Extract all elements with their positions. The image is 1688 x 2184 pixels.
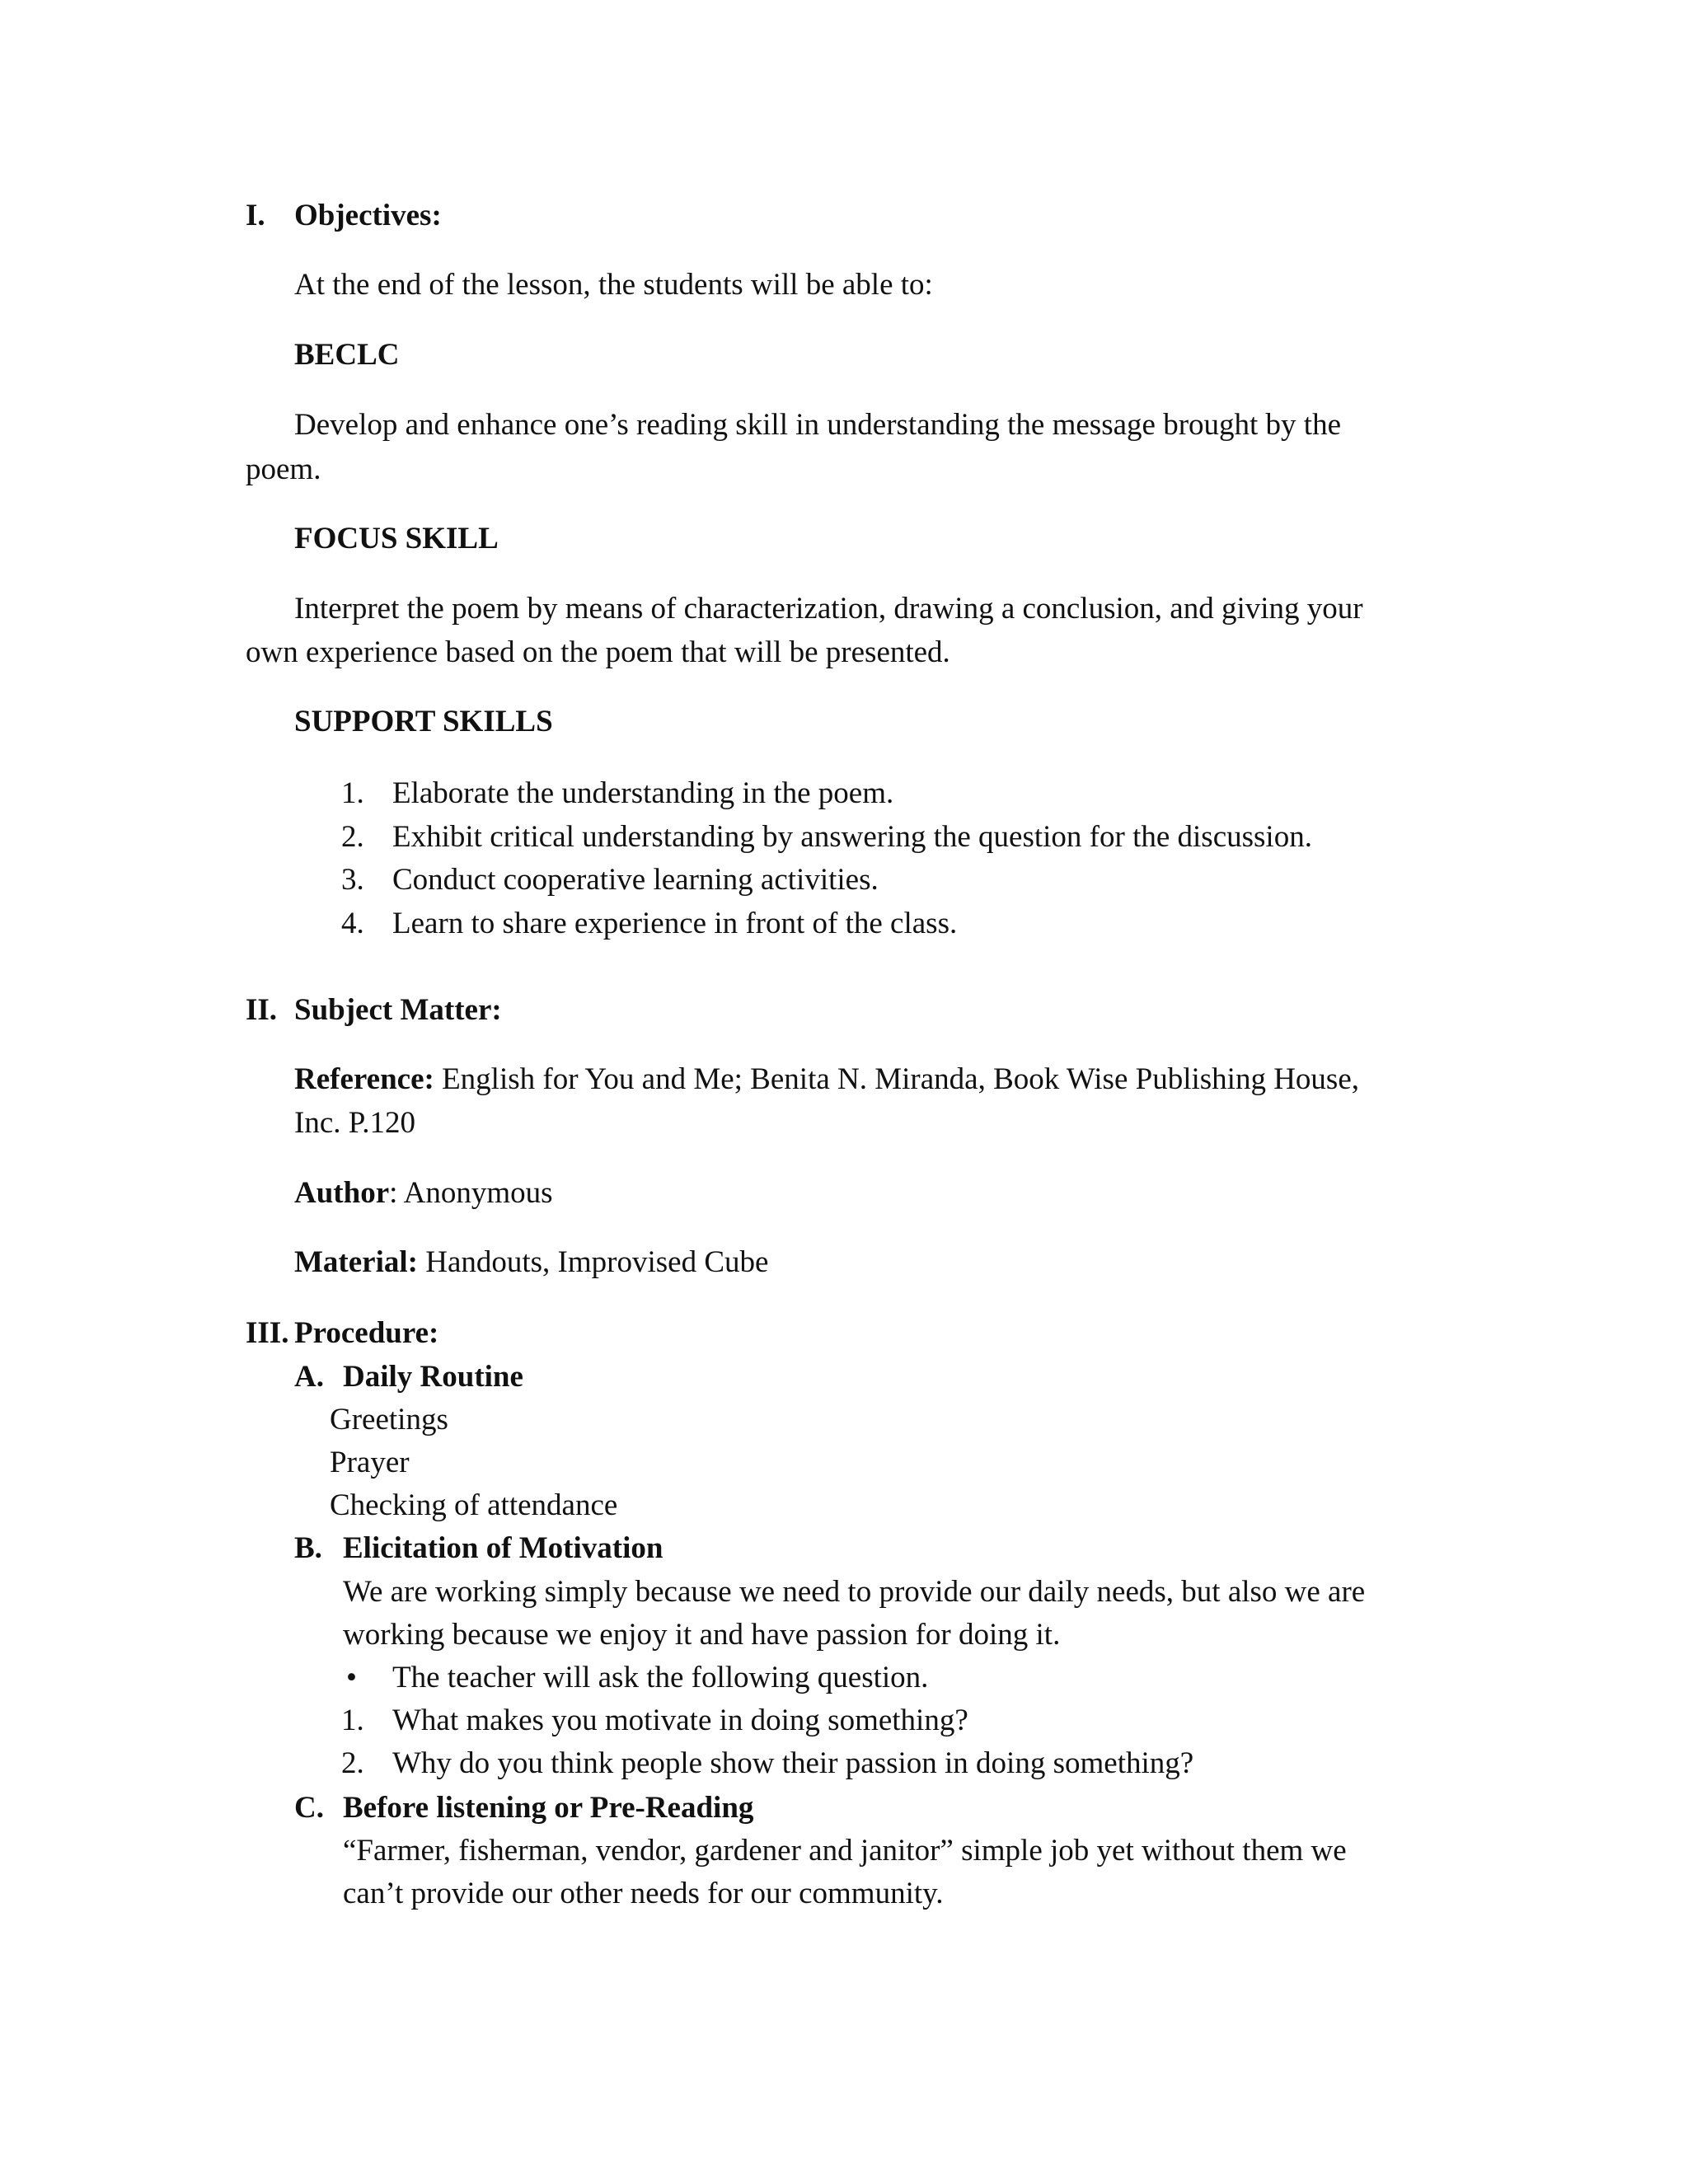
daily-routine-item: Prayer: [330, 1446, 410, 1479]
reference-value: English for You and Me; Benita N. Miranda, Book Wise Publishing House,: [442, 1062, 1359, 1096]
bullet-icon: •: [346, 1661, 357, 1694]
subsection-c-letter: C.: [294, 1791, 324, 1825]
reference-label: Reference:: [294, 1062, 434, 1096]
objectives-intro: At the end of the lesson, the students will be able to:: [294, 268, 933, 302]
author-label: Author: [294, 1176, 390, 1210]
beclc-text-line-1: Develop and enhance one’s reading skill in understanding the message brought by the: [294, 408, 1341, 442]
support-skill-item: Exhibit critical understanding by answering the question for the discussion.: [392, 820, 1312, 854]
support-skill-item: Conduct cooperative learning activities.: [392, 863, 879, 897]
support-skills-heading: SUPPORT SKILLS: [294, 705, 553, 738]
daily-routine-item: Greetings: [330, 1403, 448, 1436]
author-line: [294, 1172, 553, 1215]
focus-skill-heading: FOCUS SKILL: [294, 522, 499, 555]
support-skill-number: 2.: [341, 820, 364, 854]
material-line: [294, 1241, 768, 1284]
beclc-heading: BECLC: [294, 338, 400, 372]
subsection-a-letter: A.: [294, 1360, 324, 1394]
support-skill-item: Learn to share experience in front of the class.: [392, 907, 958, 940]
motivation-question-number: 1.: [341, 1704, 364, 1737]
section-3-heading: Procedure:: [294, 1316, 439, 1350]
daily-routine-item: Checking of attendance: [330, 1488, 618, 1522]
support-skill-number: 1.: [341, 776, 364, 810]
beclc-text-line-2: poem.: [246, 452, 321, 486]
support-skill-item: Elaborate the understanding in the poem.: [392, 776, 894, 810]
subsection-b-heading: Elicitation of Motivation: [343, 1531, 663, 1565]
motivation-question: Why do you think people show their passion in doing something?: [392, 1746, 1194, 1780]
subsection-a-heading: Daily Routine: [343, 1360, 523, 1394]
motivation-text-line-2: working because we enjoy it and have passion for doing it.: [343, 1618, 1061, 1652]
author-value: : Anonymous: [389, 1176, 553, 1210]
subsection-b-letter: B.: [294, 1531, 322, 1565]
motivation-question-number: 2.: [341, 1746, 364, 1780]
section-1-heading: Objectives:: [294, 199, 442, 232]
focus-skill-text-line-2: own experience based on the poem that will be presented.: [246, 635, 950, 669]
reference-line-1: [294, 1058, 1359, 1101]
section-3-numeral: III.: [246, 1316, 289, 1350]
section-2-heading: Subject Matter:: [294, 993, 502, 1027]
motivation-text-line-1: We are working simply because we need to provide our daily needs, but also we are: [343, 1575, 1366, 1609]
subsection-c-heading: Before listening or Pre-Reading: [343, 1791, 754, 1825]
support-skill-number: 4.: [341, 907, 364, 940]
motivation-question: What makes you motivate in doing something?: [392, 1704, 968, 1737]
section-2-numeral: II.: [246, 993, 278, 1027]
material-value: Handouts, Improvised Cube: [425, 1245, 769, 1279]
material-label: Material:: [294, 1245, 418, 1279]
focus-skill-text-line-1: Interpret the poem by means of characterization, drawing a conclusion, and giving your: [294, 592, 1363, 626]
reference-line-2: Inc. P.120: [294, 1106, 415, 1140]
pre-reading-text-line-1: “Farmer, fisherman, vendor, gardener and janitor” simple job yet without them we: [343, 1834, 1347, 1868]
section-1-numeral: I.: [246, 199, 265, 232]
support-skill-number: 3.: [341, 863, 364, 897]
motivation-bullet-text: The teacher will ask the following question.: [392, 1661, 929, 1694]
pre-reading-text-line-2: can’t provide our other needs for our community.: [343, 1877, 944, 1910]
